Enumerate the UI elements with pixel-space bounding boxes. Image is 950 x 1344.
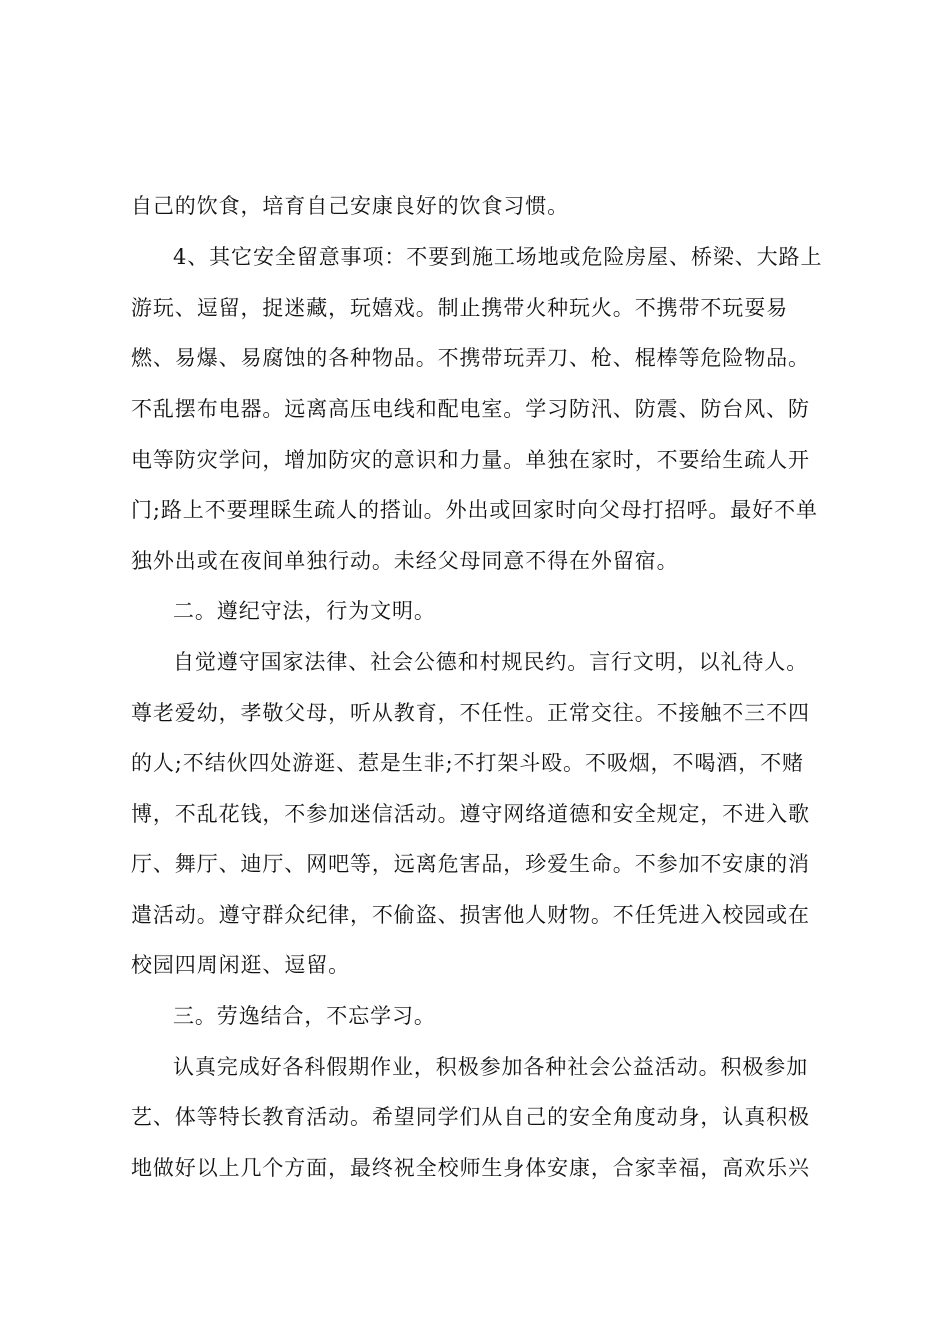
text-line: 尊老爱幼，孝敬父母，听从教育，不任性。正常交往。不接触不三不四 <box>131 701 810 725</box>
text-line: 游玩、逗留，捉迷藏，玩嬉戏。制止携带火种玩火。不携带不玩耍易 <box>131 296 788 320</box>
text-line: 自觉遵守国家法律、社会公德和村规民约。言行文明，以礼待人。 <box>173 650 809 674</box>
text-line: 厅、舞厅、迪厅、网吧等，远离危害品，珍爱生命。不参加不安康的消 <box>131 852 810 876</box>
section-heading: 三。劳逸结合，不忘学习。 <box>173 1004 436 1028</box>
text-line: 不乱摆布电器。远离高压电线和配电室。学习防汛、防震、防台风、防 <box>131 397 810 421</box>
text-line: 艺、体等特长教育活动。希望同学们从自己的安全角度动身，认真积极 <box>131 1105 810 1129</box>
text-line: 自己的饮食，培育自己安康良好的饮食习惯。 <box>131 194 569 218</box>
text-line: 燃、易爆、易腐蚀的各种物品。不携带玩弄刀、枪、棍棒等危险物品。 <box>131 346 810 370</box>
text-line: 博，不乱花钱，不参加迷信活动。遵守网络道德和安全规定，不进入歌 <box>131 802 810 826</box>
text-line: 认真完成好各科假期作业，积极参加各种社会公益活动。积极参加 <box>173 1055 809 1079</box>
section-heading: 二。遵纪守法，行为文明。 <box>173 599 436 623</box>
text-line: 独外出或在夜间单独行动。未经父母同意不得在外留宿。 <box>131 549 679 573</box>
text-line: 4、其它安全留意事项：不要到施工场地或危险房屋、桥梁、大路上 <box>173 245 823 269</box>
text-line: 门;路上不要理睬生疏人的搭讪。外出或回家时向父母打招呼。最好不单 <box>131 498 818 522</box>
text-line: 校园四周闲逛、逗留。 <box>131 953 350 977</box>
text-line: 地做好以上几个方面，最终祝全校师生身体安康，合家幸福，高欢乐兴 <box>131 1156 810 1180</box>
text-line: 电等防灾学问，增加防灾的意识和力量。单独在家时，不要给生疏人开 <box>131 448 810 472</box>
text-line: 遣活动。遵守群众纪律，不偷盗、损害他人财物。不任凭进入校园或在 <box>131 903 810 927</box>
text-line: 的人;不结伙四处游逛、惹是生非;不打架斗殴。不吸烟，不喝酒，不赌 <box>131 751 804 775</box>
